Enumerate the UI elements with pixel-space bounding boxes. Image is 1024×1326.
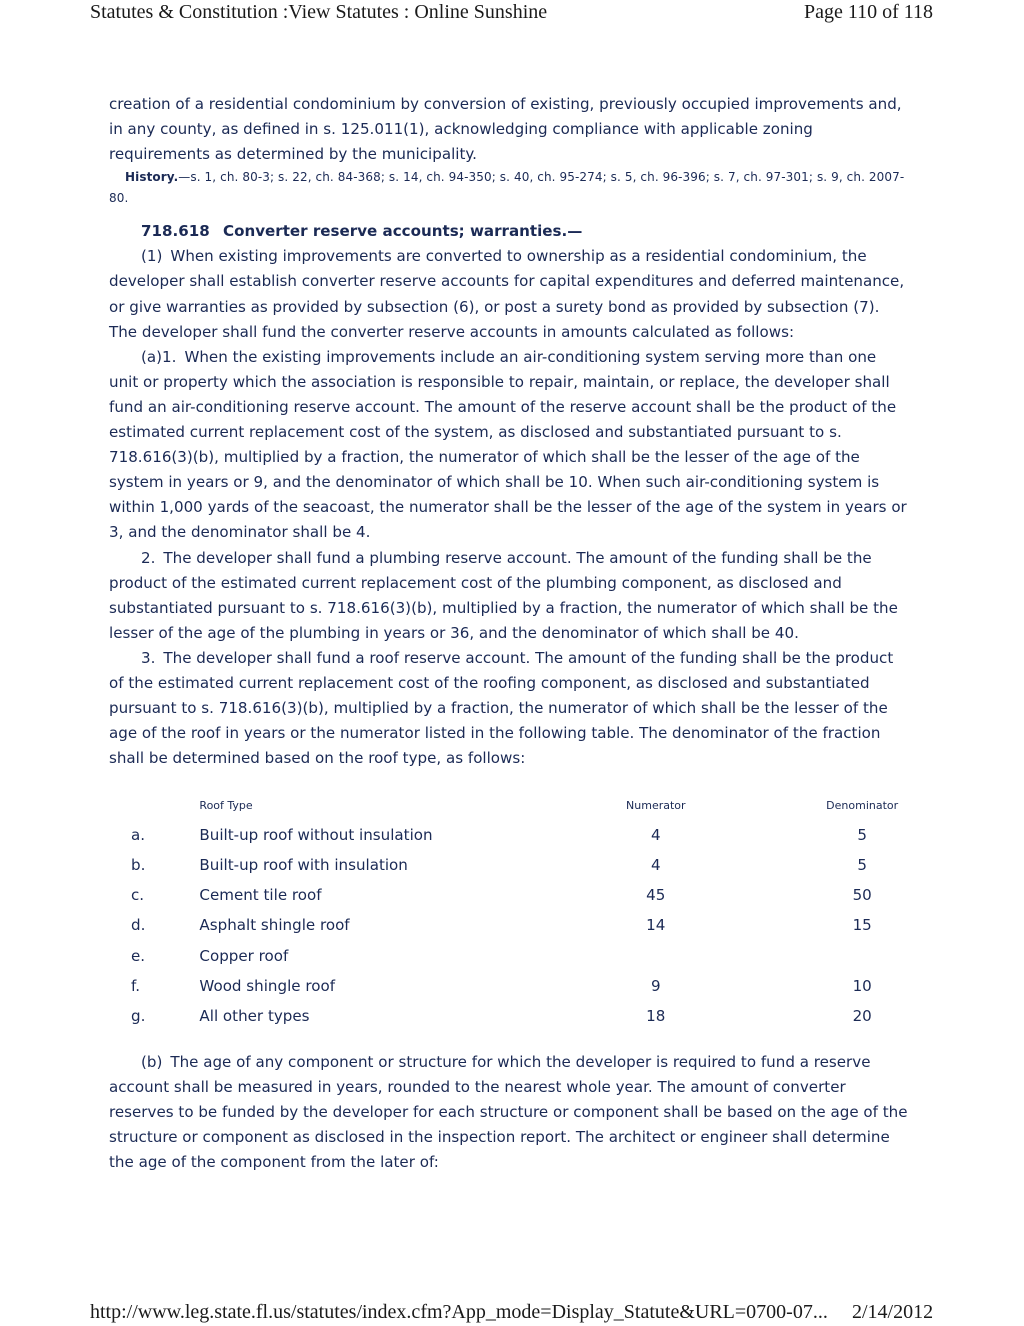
paragraph-b (109, 1050, 909, 1175)
table-header-roof-type: Roof Type (199, 798, 253, 812)
subsection-1-text: When existing improvements are converted to ownership as a residential condominium, the developer shall establish converter reserve accounts for capital expenditures and deferred maintenance, or give warranties as provided by subsection (6), or post a surety bond as provided by subsection (7). The developer shall fund the converter reserve accounts in amounts calculated as follows: (109, 247, 905, 341)
statute-content (109, 92, 909, 1175)
row-numerator (609, 941, 703, 971)
paragraph-a3-text: The developer shall fund a roof reserve account. The amount of the funding shall be the product of the estimated current replacement cost of the roofing component, as disclosed and substantiated pursuant to s. 718.616(3)(b), multiplied by a fraction, the numerator of which shall be the lesser of the age of the roof in years or the numerator listed in the following table. The denominator of the fraction shall be determined based on the roof type, as follows: (109, 648, 894, 768)
row-numerator: 4 (650, 856, 661, 875)
page-footer (0, 1300, 1024, 1326)
paragraph-a1-label: (a)1. (141, 347, 177, 366)
history-label: History. (125, 170, 179, 185)
row-letter: g. (131, 1007, 146, 1026)
row-letter: e. (131, 946, 146, 965)
table-row (109, 971, 909, 1001)
paragraph-b-label: (b) (141, 1052, 163, 1071)
row-roof-type: Copper roof (199, 946, 289, 965)
row-roof-type: Cement tile roof (199, 886, 322, 905)
row-roof-type: Built-up roof with insulation (199, 856, 408, 875)
section-number: 718.618 (141, 222, 210, 241)
paragraph-a2-label: 2. (141, 548, 156, 567)
row-letter: d. (131, 916, 146, 935)
page-number: Page 110 of 118 (804, 1, 934, 23)
paragraph-a3 (109, 646, 909, 771)
row-numerator: 4 (650, 825, 661, 844)
paragraph-a2 (109, 546, 909, 646)
row-denominator: 5 (857, 825, 867, 844)
page-header (0, 0, 1024, 26)
row-numerator: 45 (646, 886, 666, 905)
table-row (109, 941, 909, 971)
row-denominator: 50 (852, 886, 872, 905)
table-header-denominator: Denominator (826, 798, 899, 812)
paragraph-a1 (109, 345, 909, 546)
row-numerator: 9 (650, 976, 661, 995)
row-letter: c. (131, 886, 145, 905)
row-denominator: 10 (852, 976, 872, 995)
history-text: —s. 1, ch. 80-3; s. 22, ch. 84-368; s. 14, ch. 94-350; s. 40, ch. 95-274; s. 5, ch. 96-396; s. 7, ch. 97-301; s. 9, ch. 2007-80. (109, 170, 905, 206)
table-header-letter (109, 790, 199, 820)
row-roof-type: Asphalt shingle roof (199, 916, 350, 935)
table-header-row (109, 790, 909, 820)
history-note (109, 167, 909, 209)
row-numerator: 14 (646, 916, 666, 935)
row-denominator: 15 (852, 916, 872, 935)
subsection-1 (109, 244, 909, 344)
paragraph-b-text: The age of any component or structure for which the developer is required to fund a reserve account shall be measured in years, rounded to the nearest whole year. The amount of converter reserves to be funded by the developer for each structure or component shall be based on the age of the structure or component as disclosed in the inspection report. The architect or engineer shall determine the age of the component from the later of: (109, 1052, 908, 1172)
roof-type-table (109, 790, 909, 1031)
row-letter: f. (131, 976, 141, 995)
section-title: Converter reserve accounts; warranties.— (223, 222, 583, 241)
row-numerator: 18 (646, 1007, 666, 1026)
table-header-numerator: Numerator (626, 798, 686, 812)
paragraph-a1-text: When the existing improvements include an air-conditioning system serving more than one unit or property which the association is responsible to repair, maintain, or replace, the developer shall fund an air-conditioning reserve account. The amount of the reserve account shall be the product of the estimated current replacement cost of the system, as disclosed and substantiated pursuant to s. 718.616(3)(b), multiplied by a fraction, the numerator of which shall be the lesser of the age of the system in years or 9, and the denominator of which shall be 10. When such air-conditioning system is within 1,000 yards of the seacoast, the numerator shall be the lesser of the age of the system in years or 3, and the denominator shall be 4. (109, 347, 907, 542)
table-row (109, 851, 909, 881)
paragraph-a3-label: 3. (141, 648, 156, 667)
row-letter: a. (131, 825, 146, 844)
table-header-gap (703, 790, 816, 820)
table-row (109, 820, 909, 850)
paragraph-a2-text: The developer shall fund a plumbing reserve account. The amount of the funding shall be the product of the estimated current replacement cost of the plumbing component, as disclosed and substantiated pursuant to s. 718.616(3)(b), multiplied by a fraction, the numerator of which shall be the lesser of the age of the plumbing in years or 36, and the denominator of which shall be 40. (109, 548, 898, 642)
section-heading (109, 219, 909, 244)
row-denominator: 5 (857, 856, 867, 875)
table-row (109, 911, 909, 941)
row-letter: b. (131, 856, 146, 875)
row-denominator: 20 (852, 1007, 872, 1026)
row-roof-type: All other types (199, 1007, 310, 1026)
subsection-1-label: (1) (141, 247, 163, 266)
row-roof-type: Built-up roof without insulation (199, 825, 433, 844)
intro-paragraph: creation of a residential condominium by conversion of existing, previously occupied improvements and, in any county, as defined in s. 125.011(1), acknowledging compliance with applicable zoning requirements as determined by the municipality. (109, 95, 902, 164)
table-row (109, 881, 909, 911)
row-roof-type: Wood shingle roof (199, 976, 336, 995)
print-date: 2/14/2012 (852, 1301, 934, 1323)
table-row (109, 1001, 909, 1031)
source-url: http://www.leg.state.fl.us/statutes/index.cfm?App_mode=Display_Statute&URL=0700-07... (90, 1301, 828, 1323)
row-denominator (815, 941, 909, 971)
page-header-title: Statutes & Constitution :View Statutes : Online Sunshine (90, 1, 548, 23)
